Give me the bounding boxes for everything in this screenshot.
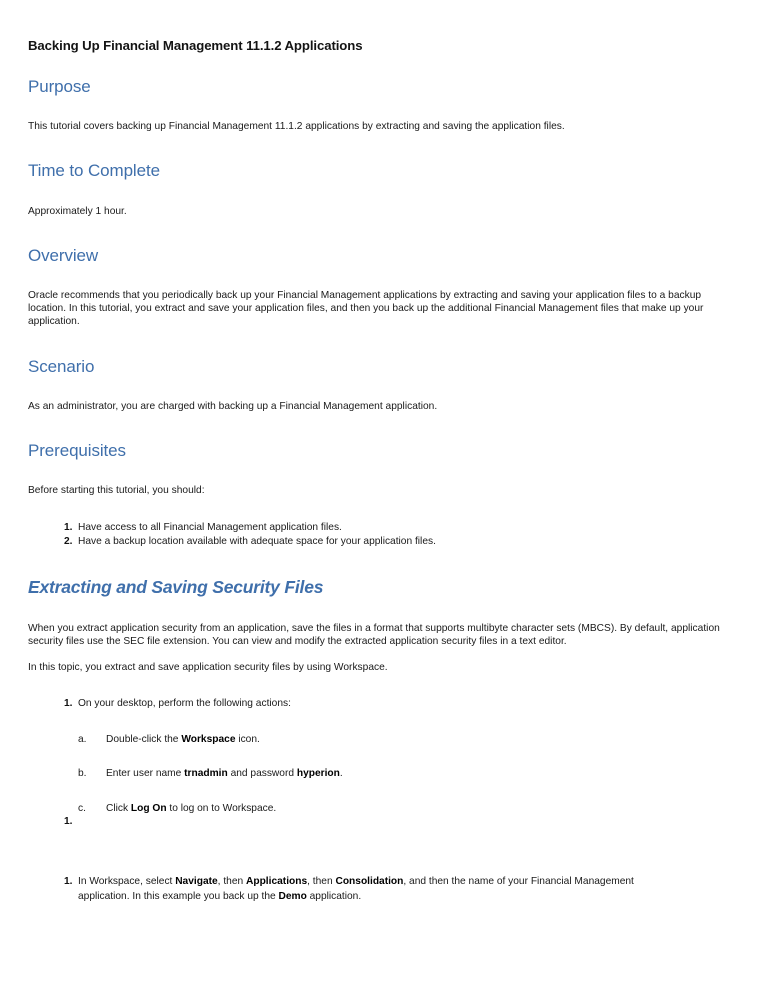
spacer [28, 97, 735, 120]
spacer [28, 182, 735, 205]
step-2-bold-consolidation: Consolidation [335, 876, 404, 888]
substep-b-after: . [339, 768, 343, 780]
step-2-part-1: In Workspace, select [78, 876, 176, 888]
image-placeholder-gap [64, 815, 664, 875]
spacer [28, 329, 735, 356]
section-paragraph-purpose: This tutorial covers backing up Financial Management 11.1.2 applications by extracting and saving the application files. [28, 121, 565, 133]
step-1-text: On your desktop, perform the following actions: [78, 698, 291, 710]
substep-c-bold: Log On [130, 802, 167, 814]
section-heading-scenario: Scenario [28, 356, 95, 376]
step-2-part-2: , then [217, 876, 246, 888]
spacer [28, 648, 735, 661]
substep-b-before: Enter user name [106, 768, 185, 780]
section-paragraph-overview: Oracle recommends that you periodically back up your Financial Management applications by extracting and saving your application files to a backup location. In this tutorial, you extract and save your application files, and then you back up the additional Financial Management files that make up your application. [28, 290, 704, 328]
substep-a-marker: a. [78, 733, 87, 745]
section-paragraph-extracting-1: When you extract application security from an application, save the files in a format that supports multibyte character sets (MBCS). By default, application security files use the SEC file extension. You can view and modify the extracted application security files in a text editor. [28, 622, 720, 647]
list-item-step-2 [64, 875, 678, 904]
substep-b-middle: and password [227, 768, 297, 780]
substep-a-after: icon. [235, 733, 260, 745]
spacer [28, 377, 735, 400]
substep-a [78, 733, 678, 747]
section-heading-overview: Overview [28, 245, 99, 265]
step-2-part-4: , and then the name of your Financial Management application. In this example you back up the [78, 876, 634, 902]
list-item-step-1 [64, 697, 678, 815]
section-paragraph-scenario: As an administrator, you are charged with backing up a Financial Management application. [28, 400, 438, 412]
spacer [28, 674, 735, 697]
section-heading-extracting-saving-security-files: Extracting and Saving Security Files [28, 576, 324, 597]
prerequisites-list [28, 521, 735, 550]
substep-a-before: Double-click the [106, 733, 182, 745]
spacer [28, 133, 735, 160]
substep-c-marker: c. [78, 802, 86, 814]
spacer [28, 498, 735, 521]
step-2-part-3: , then [307, 876, 336, 888]
substep-b-marker: b. [78, 768, 87, 780]
substep-a-bold: Workspace [181, 733, 236, 745]
substep-b-bold-password: hyperion [296, 768, 340, 780]
spacer [28, 218, 735, 245]
extracting-steps-list [28, 697, 735, 904]
substep-b [78, 767, 678, 781]
spacer [28, 413, 735, 440]
spacer [28, 461, 735, 484]
step-1-substeps [78, 733, 678, 816]
list-item: Have a backup location available with adequate space for your application files. [78, 536, 436, 548]
page-title: Backing Up Financial Management 11.1.2 Applications [28, 38, 363, 53]
list-item: Have access to all Financial Management application files. [78, 521, 342, 533]
step-2-bold-demo: Demo [278, 890, 307, 902]
step-2-part-5: application. [306, 890, 362, 902]
substep-b-bold-username: trnadmin [184, 768, 228, 780]
substep-c [78, 802, 678, 816]
section-paragraph-time-to-complete: Approximately 1 hour. [28, 205, 127, 217]
step-2-bold-applications: Applications [246, 876, 308, 888]
section-paragraph-extracting-2: In this topic, you extract and save application security files by using Workspace. [28, 661, 388, 673]
substep-c-before: Click [106, 802, 131, 814]
section-intro-prerequisites: Before starting this tutorial, you should: [28, 485, 205, 497]
substep-c-after: to log on to Workspace. [166, 802, 277, 814]
spacer [28, 266, 735, 289]
section-heading-purpose: Purpose [28, 76, 91, 96]
section-heading-time-to-complete: Time to Complete [28, 161, 160, 181]
section-heading-prerequisites: Prerequisites [28, 441, 126, 461]
spacer [28, 550, 735, 577]
spacer [28, 599, 735, 622]
step-2-bold-navigate: Navigate [175, 876, 218, 888]
